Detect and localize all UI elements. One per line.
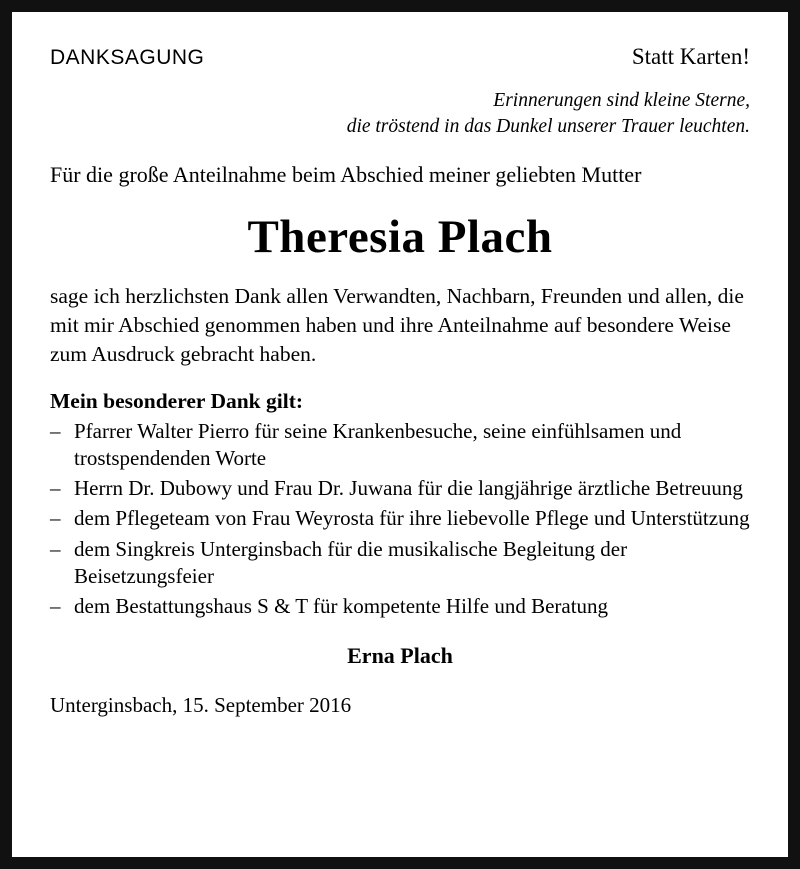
list-dash: – bbox=[50, 506, 61, 531]
thanks-heading: Mein besonderer Dank gilt: bbox=[50, 388, 304, 413]
verse-block bbox=[50, 88, 750, 141]
list-item bbox=[50, 505, 750, 532]
list-item-text: dem Singkreis Unterginsbach für die musikalische Begleitung der Beisetzungsfeier bbox=[74, 536, 628, 588]
list-item-text: Herrn Dr. Dubowy und Frau Dr. Juwana für die langjährige ärztliche Betreuung bbox=[74, 476, 743, 501]
list-dash: – bbox=[50, 594, 61, 619]
list-item-text: dem Bestattungshaus S & T für kompetente Hilfe und Beratung bbox=[74, 594, 609, 619]
list-dash: – bbox=[50, 476, 61, 501]
thanks-list bbox=[50, 418, 750, 621]
list-item-text: dem Pflegeteam von Frau Weyrosta für ihre liebevolle Pflege und Unterstützung bbox=[74, 506, 750, 531]
list-dash: – bbox=[50, 536, 61, 561]
list-dash: – bbox=[50, 418, 61, 443]
statt-karten-note: Statt Karten! bbox=[631, 44, 750, 69]
list-item bbox=[50, 418, 750, 473]
verse-line-1: Erinnerungen sind kleine Sterne, bbox=[493, 90, 750, 111]
notice-kicker: DANKSAGUNG bbox=[50, 46, 205, 69]
deceased-name: Theresia Plach bbox=[247, 211, 553, 264]
list-item bbox=[50, 536, 750, 591]
notice-header bbox=[50, 44, 750, 70]
list-item-text: Pfarrer Walter Pierro für seine Krankenbesuche, seine einfühlsamen und trostspendenden Worte bbox=[74, 418, 682, 470]
body-text: sage ich herzlichsten Dank allen Verwandten, Nachbarn, Freunden und allen, die mit mir Abschied genommen haben und ihre Anteilnahme auf besondere Weise zum Ausdruck gebracht haben. bbox=[50, 284, 744, 366]
signature: Erna Plach bbox=[347, 642, 453, 668]
verse-line-2: die tröstend in das Dunkel unserer Trauer leuchten. bbox=[346, 116, 750, 138]
list-item bbox=[50, 593, 750, 620]
list-item bbox=[50, 475, 750, 502]
place-and-date: Unterginsbach, 15. September 2016 bbox=[50, 692, 352, 717]
intro-text: Für die große Anteilnahme beim Abschied meiner geliebten Mutter bbox=[50, 161, 642, 187]
